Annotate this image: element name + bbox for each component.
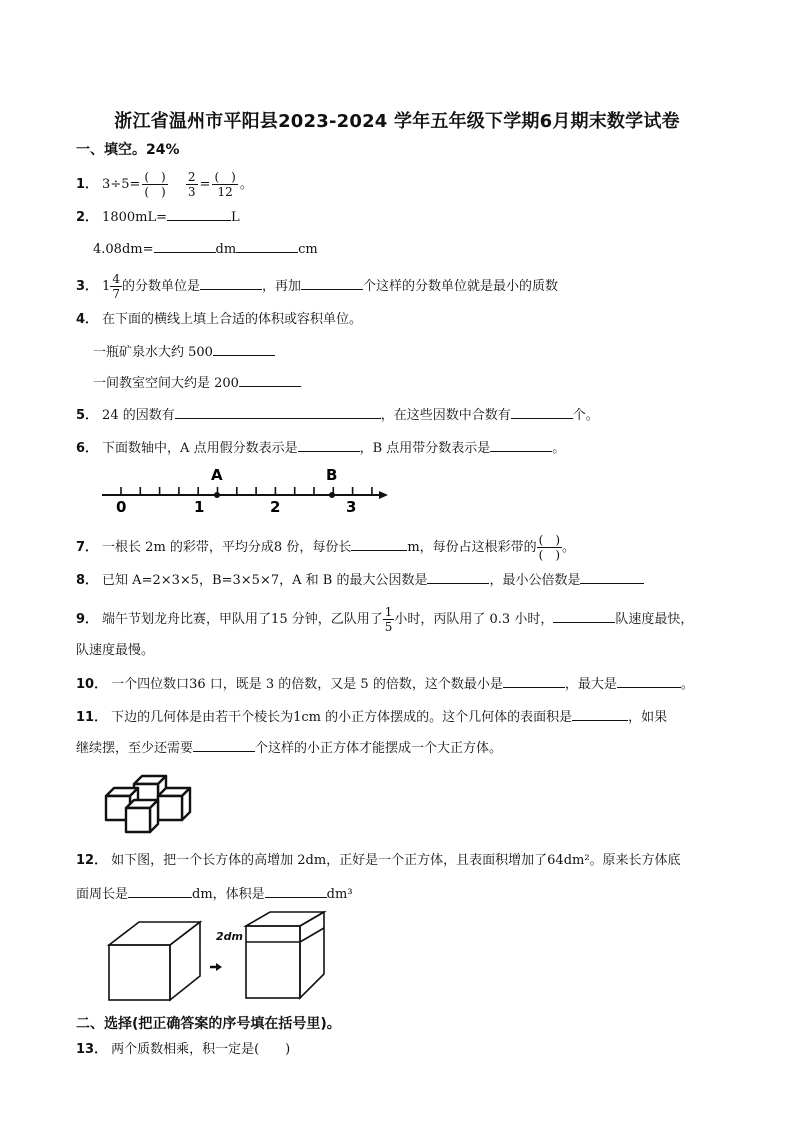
question-11: 11． 下边的几何体是由若干个棱长为1cm 的小正方体摆成的。这个几何体的表面积是 ，如果 [76,706,667,728]
question-12: 12． 如下图，把一个长方体的高增加 2dm，正好是一个正方体，且表面积增加了64dm²。原来长方体底 [76,853,681,868]
section-heading-fill-blank: 一、填空。24% [76,142,180,158]
question-9: 9． 端午节划龙舟比赛，甲队用了15 分钟，乙队用了 $\frac{1}{5}$ 小时，丙队用了 0.3 小时， 队速度最快， [76,605,694,634]
fraction: $\frac{2}{3}$ [187,170,196,199]
answer-blank[interactable] [301,275,363,290]
fraction: $\frac{4}{7}$ [112,272,120,301]
question-2: 2． 1800mL= L [76,206,240,228]
answer-blank[interactable] [572,706,628,721]
answer-fraction[interactable]: $\frac{( )}{12}$ [214,170,236,199]
question-6: 6． 下面数轴中，A 点用假分数表示是 ，B 点用带分数表示是 。 [76,437,565,459]
original-cuboid [109,922,200,1000]
answer-blank[interactable] [167,206,231,221]
question-4-item-1: 一瓶矿泉水大约 500 [93,341,275,363]
answer-fraction[interactable]: $\frac{( )}{( )}$ [144,170,166,199]
answer-blank[interactable] [193,737,255,752]
point-b-label: B [326,466,338,484]
question-7: 7． 一根长 2m 的彩带，平均分成8 份，每份长 m，每份占这根彩带的 $\frac{( )}{( )}$ 。 [76,533,576,562]
answer-blank[interactable] [503,673,565,688]
question-1: 1． 3÷5= $\frac{( )}{( )}$ $\frac{2}{3}$ = $\frac{( )}{12}$ 。 [76,170,253,199]
answer-blank[interactable] [236,238,298,253]
resulting-cube [246,912,324,998]
question-5: 5． 24 的因数有 ，在这些因数中合数有 个。 [76,404,599,426]
answer-blank[interactable] [154,238,216,253]
question-4-item-2: 一间教室空间大约是 200 [93,372,301,394]
page-title: 浙江省温州市平阳县2023-2024 学年五年级下学期6月期末数学试卷 [114,111,680,132]
answer-blank[interactable] [265,883,327,898]
section-heading-choice: 二、选择(把正确答案的序号填在括号里)。 [76,1016,341,1032]
number-line-figure [96,460,396,516]
answer-blank[interactable] [351,536,407,551]
answer-blank[interactable] [427,569,489,584]
question-8: 8． 已知 A=2×3×5，B=3×5×7，A 和 B 的最大公因数是 ，最小公倍数是 [76,569,644,591]
arrow-right-icon [210,963,222,971]
cube-stack-figure [100,768,200,836]
question-3: 3． 1 $\frac{4}{7}$ 的分数单位是 ，再加 个这样的分数单位就是最小的质数 [76,272,559,301]
answer-blank[interactable] [490,437,552,452]
answer-blank[interactable] [239,372,301,387]
answer-blank[interactable] [175,404,381,419]
point-a-marker [214,492,220,498]
answer-blank[interactable] [213,341,275,356]
axis-label-1: 1 [194,498,205,516]
fraction: $\frac{1}{5}$ [384,605,393,634]
answer-blank[interactable] [511,404,573,419]
point-b-marker [329,492,335,498]
answer-blank[interactable] [553,608,615,623]
cube-front [126,800,158,832]
question-12-cont: 面周长是 dm，体积是 dm³ [76,883,353,905]
axis-label-3: 3 [346,498,357,516]
question-11-cont: 继续摆，至少还需要 个这样的小正方体才能摆成一个大正方体。 [76,737,502,759]
height-increase-label: 2dm [216,930,243,943]
axis-label-0: 0 [116,498,127,516]
question-13: 13． 两个质数相乘，积一定是( ) [76,1042,291,1057]
answer-fraction[interactable]: $\frac{( )}{( )}$ [538,533,561,562]
question-10: 10． 一个四位数口36 口，既是 3 的倍数，又是 5 的倍数，这个数最小是 ，最大是 。 [76,673,694,695]
answer-blank[interactable] [200,275,262,290]
arrow-head-icon [379,491,388,499]
cube-right [158,788,190,820]
answer-blank[interactable] [128,883,192,898]
point-a-label: A [211,466,223,484]
question-9-cont: 队速度最慢。 [76,643,155,658]
question-2-part-2: 4.08dm= dm cm [93,238,318,260]
answer-blank[interactable] [580,569,644,584]
question-4: 4． 在下面的横线上填上合适的体积或容积单位。 [76,312,363,327]
cuboid-to-cube-figure [104,910,334,1002]
answer-blank[interactable] [617,673,681,688]
axis-label-2: 2 [270,498,281,516]
answer-blank[interactable] [298,437,360,452]
